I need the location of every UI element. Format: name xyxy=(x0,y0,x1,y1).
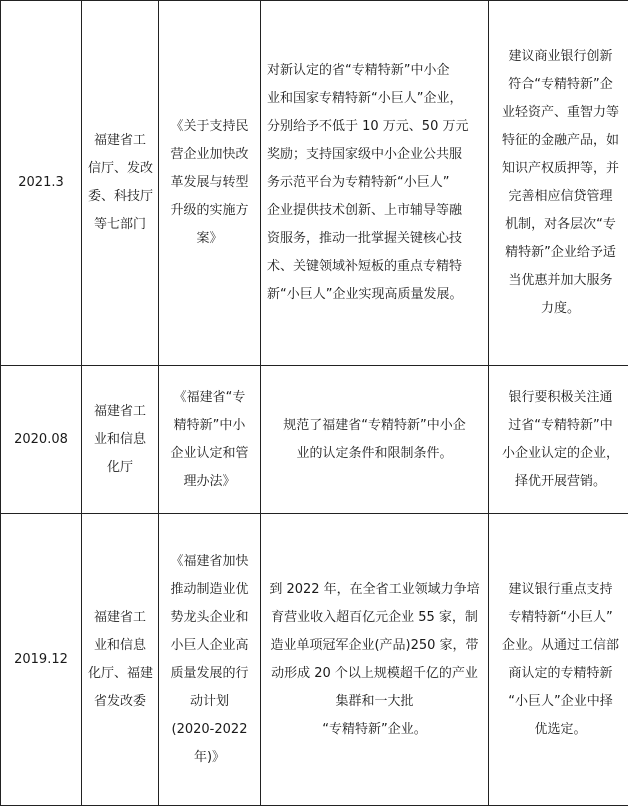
text-line: 《福建省加快 xyxy=(170,553,249,569)
text-line: 业轻资产、重智力等 xyxy=(501,105,619,120)
document-text xyxy=(159,548,260,772)
content-cell xyxy=(261,366,489,514)
table-row xyxy=(1,366,628,514)
text-line: 福建省工 xyxy=(93,133,146,148)
text-line: 理办法》 xyxy=(183,473,236,489)
text-line: 建议商业银行创新 xyxy=(508,49,613,64)
text-line: 集群和一大批 xyxy=(335,693,414,709)
content-cell xyxy=(261,1,489,366)
content-text xyxy=(261,412,488,468)
text-line: 省发改委 xyxy=(93,693,146,709)
text-line: 小巨人企业高 xyxy=(170,637,249,653)
text-line: 化厅 xyxy=(106,459,133,475)
content-text xyxy=(261,57,488,309)
text-line: 分别给予不低于 10 万元、50 万元 xyxy=(267,119,469,134)
text-line: 术、关键领域补短板的重点专精特 xyxy=(267,259,463,274)
text-line: 年)》 xyxy=(193,749,226,765)
issuer-cell xyxy=(82,366,159,514)
text-line: 福建省工 xyxy=(93,403,146,419)
text-line: 商认定的专精特新 xyxy=(508,665,613,681)
text-line: “小巨人”企业中择 xyxy=(508,693,613,709)
text-line: 规范了福建省“专精特新”中小企 xyxy=(283,417,466,433)
text-line: 推动制造业优 xyxy=(170,581,249,597)
document-cell xyxy=(159,1,261,366)
issuer-text xyxy=(82,127,158,239)
text-line: 新“小巨人”企业实现高质量发展。 xyxy=(267,287,463,302)
text-line: 信厅、发改 xyxy=(88,161,154,176)
text-line: 福建省工 xyxy=(93,609,146,625)
text-line: 小企业认定的企业， xyxy=(501,445,619,461)
text-line: 到 2022 年，在全省工业领域力争培 xyxy=(269,581,480,597)
text-line: 力度。 xyxy=(540,301,580,316)
text-line: 业和国家专精特新“小巨人”企业， xyxy=(267,91,463,106)
text-line: 委、科技厅 xyxy=(88,189,154,204)
text-line: 化厅、福建 xyxy=(88,665,154,681)
date-cell xyxy=(1,366,82,514)
text-line: 革发展与转型 xyxy=(170,175,249,190)
issuer-cell xyxy=(82,514,159,806)
text-line: 奖励；支持国家级中小企业公共服 xyxy=(267,147,463,162)
text-line: 精特新”企业给予适 xyxy=(505,245,616,260)
suggestion-cell xyxy=(489,1,628,366)
text-line: 业和信息 xyxy=(93,431,146,447)
content-text xyxy=(261,576,488,744)
text-line: 育营业收入超百亿元企业 55 家，制 xyxy=(271,609,478,625)
text-line: 升级的实施方 xyxy=(170,203,249,218)
text-line: 知识产权质押等，并 xyxy=(501,161,619,176)
text-line: 势龙头企业和 xyxy=(170,609,249,625)
text-line: 完善相应信贷管理 xyxy=(508,189,613,204)
document-cell xyxy=(159,514,261,806)
text-line: 对新认定的省“专精特新”中小企 xyxy=(267,63,450,78)
text-line: 等七部门 xyxy=(93,217,146,232)
date-text: 2020.08 xyxy=(14,431,68,447)
text-line: 质量发展的行 xyxy=(170,665,249,681)
text-line: 过省“专精特新”中 xyxy=(508,417,613,433)
document-text xyxy=(159,113,260,253)
text-line: “专精特新”企业。 xyxy=(322,721,427,737)
date-cell xyxy=(1,514,82,806)
text-line: 动计划 xyxy=(189,693,229,709)
suggestion-text xyxy=(489,384,628,496)
table-row xyxy=(1,514,628,806)
date-cell xyxy=(1,1,82,366)
text-line: 案》 xyxy=(196,231,223,246)
text-line: 《关于支持民 xyxy=(170,119,249,134)
suggestion-text xyxy=(489,576,628,744)
text-line: 优选定。 xyxy=(534,721,587,737)
text-line: 营企业加快改 xyxy=(170,147,249,162)
suggestion-cell xyxy=(489,366,628,514)
text-line: 机制，对各层次“专 xyxy=(505,217,616,232)
table-row xyxy=(1,1,628,366)
date-text: 2021.3 xyxy=(18,175,64,190)
text-line: 银行要积极关注通 xyxy=(508,389,613,405)
text-line: 业的认定条件和限制条件。 xyxy=(296,445,453,461)
text-line: 企业。从通过工信部 xyxy=(501,637,619,653)
text-line: 建议银行重点支持 xyxy=(508,581,613,597)
date-text: 2019.12 xyxy=(14,651,68,667)
document-text xyxy=(159,384,260,496)
text-line: 造业单项冠军企业(产品)250 家，带 xyxy=(270,637,479,653)
text-line: 企业认定和管 xyxy=(170,445,249,461)
content-cell xyxy=(261,514,489,806)
text-line: 专精特新“小巨人” xyxy=(508,609,613,625)
suggestion-cell xyxy=(489,514,628,806)
text-line: 《福建省“专 xyxy=(173,389,246,405)
issuer-text xyxy=(82,398,158,482)
issuer-text xyxy=(82,604,158,716)
text-line: 企业提供技术创新、上市辅导等融 xyxy=(267,203,463,218)
text-line: 动形成 20 个以上规模超千亿的产业 xyxy=(271,665,478,681)
text-line: 符合“专精特新”企 xyxy=(508,77,613,92)
suggestion-text xyxy=(489,43,628,323)
text-line: 特征的金融产品，如 xyxy=(501,133,619,148)
issuer-cell xyxy=(82,1,159,366)
text-line: 业和信息 xyxy=(93,637,146,653)
text-line: 择优开展营销。 xyxy=(514,473,606,489)
text-line: 当优惠并加大服务 xyxy=(508,273,613,288)
text-line: (2020-2022 xyxy=(171,721,248,737)
document-cell xyxy=(159,366,261,514)
text-line: 资服务，推动一批掌握关键核心技 xyxy=(267,231,463,246)
text-line: 务示范平台为专精特新“小巨人” xyxy=(267,175,450,190)
text-line: 精特新”中小 xyxy=(173,417,246,433)
